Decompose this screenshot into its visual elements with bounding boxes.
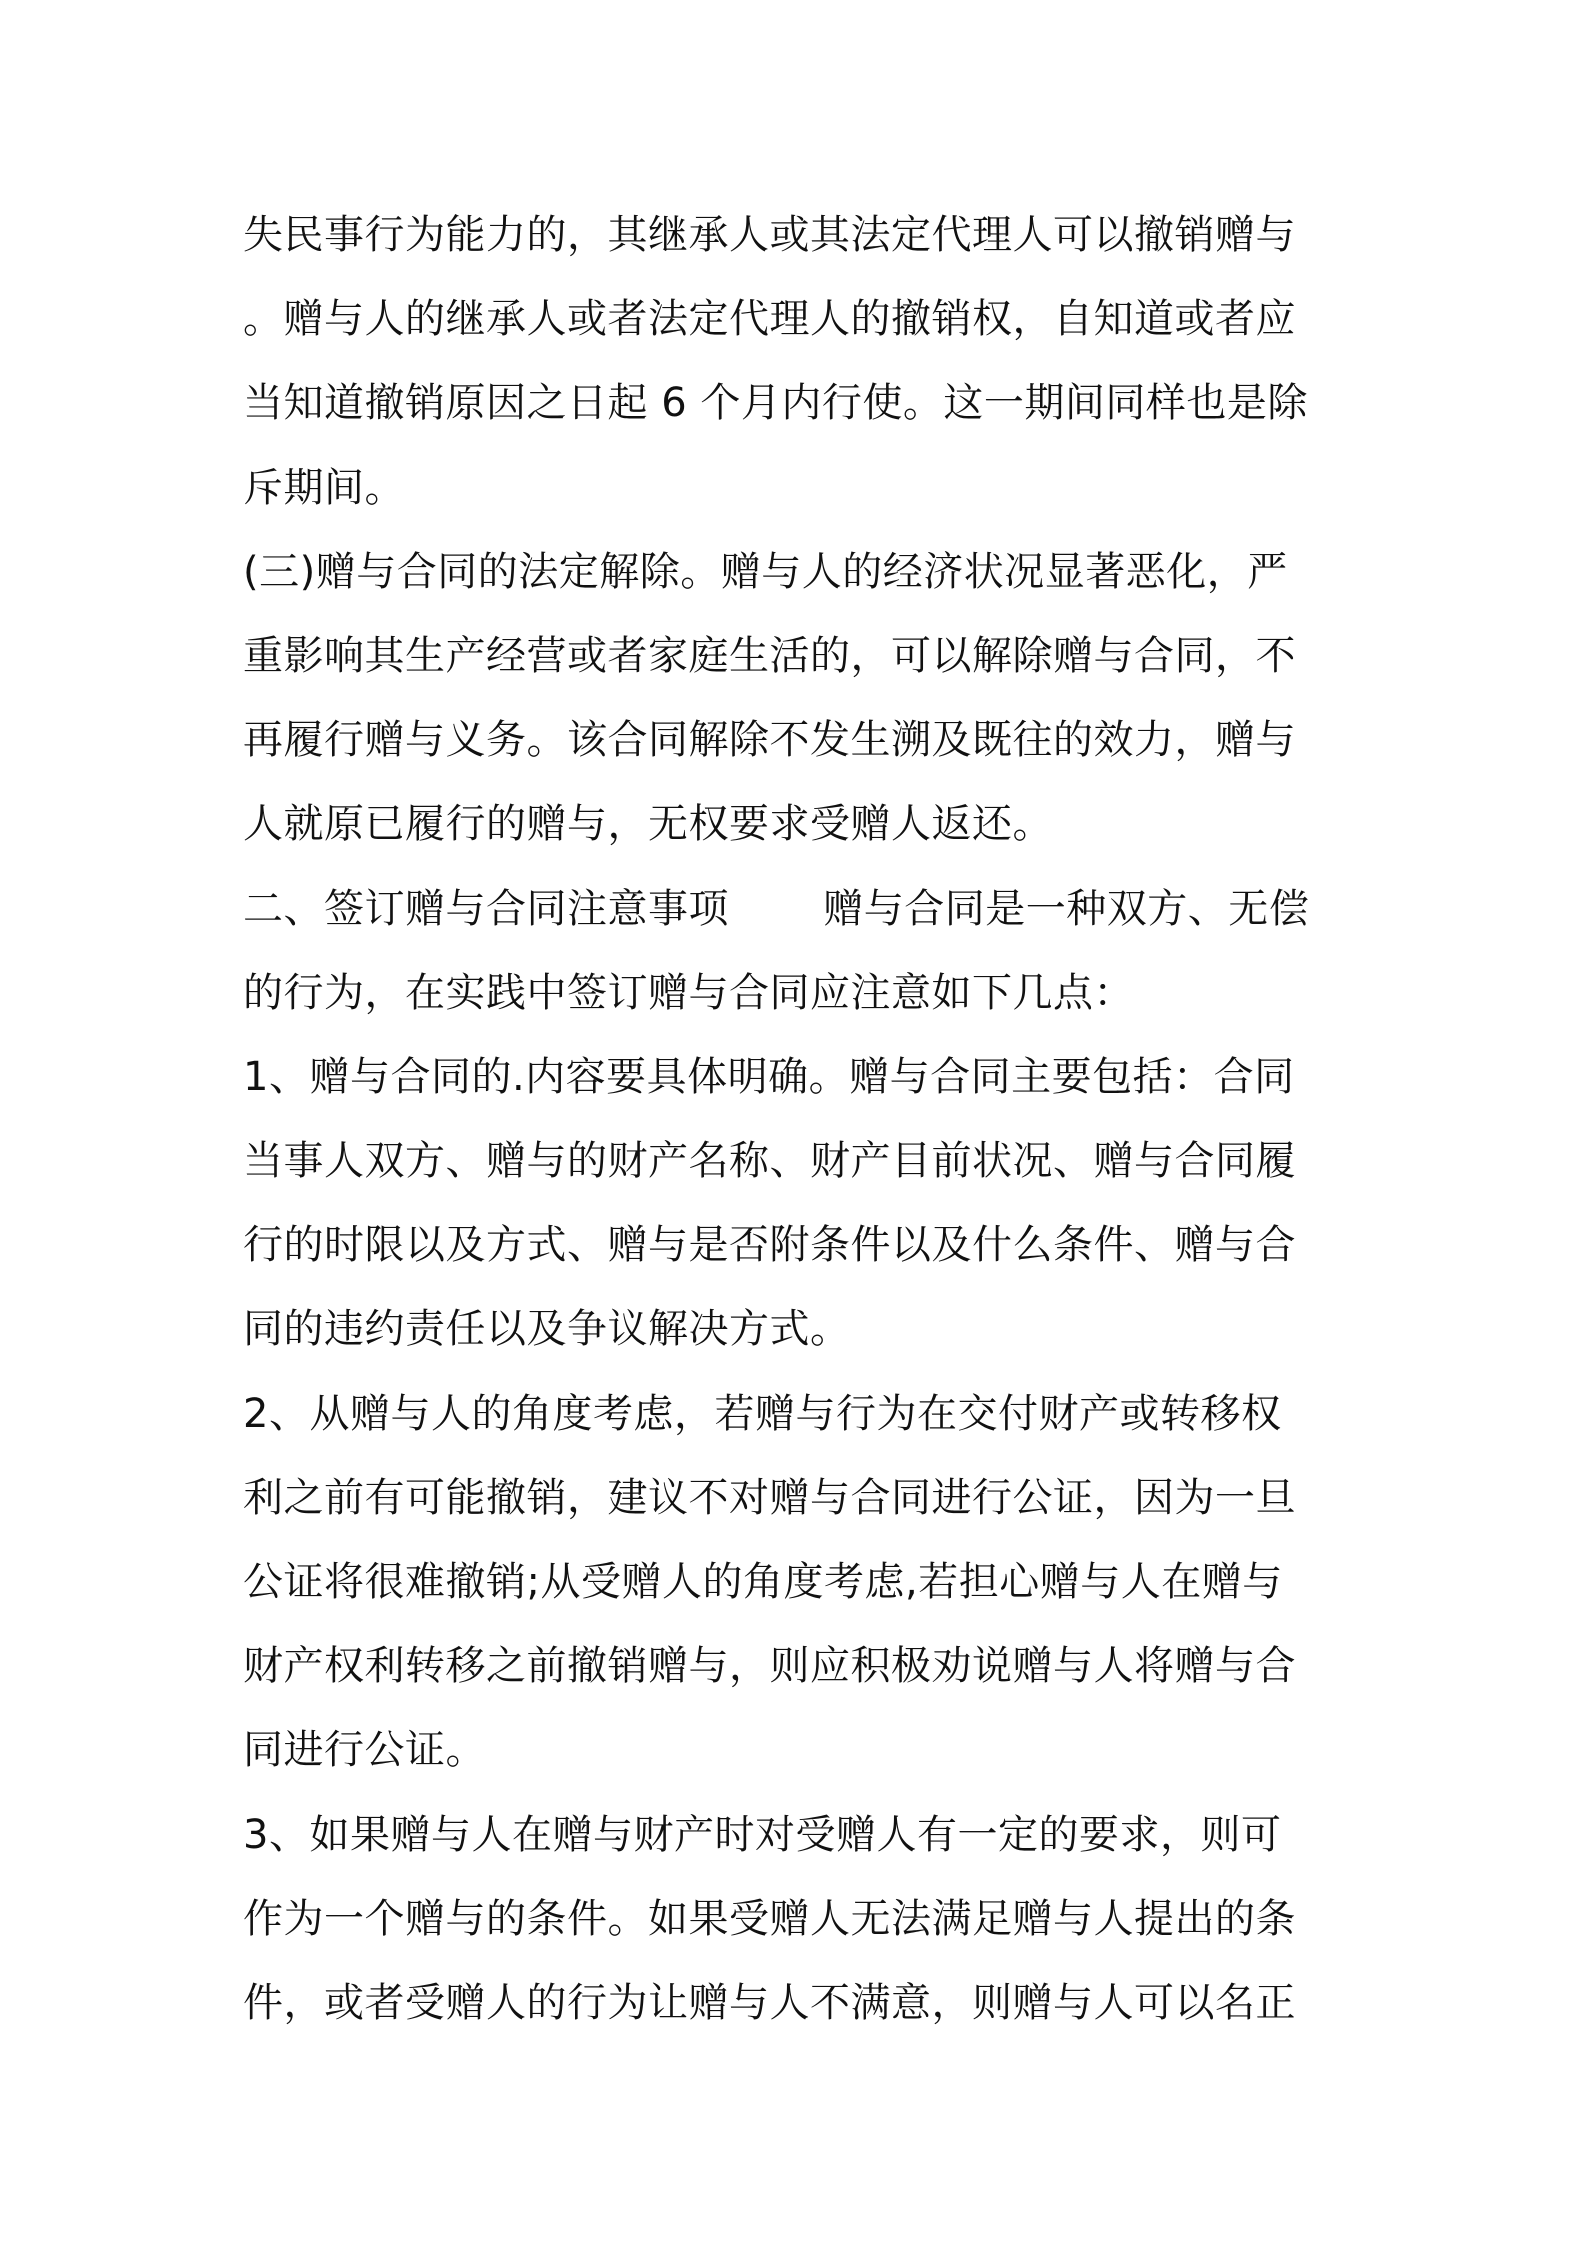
body-text <box>243 193 1363 2045</box>
list-item-line: 1、赠与合同的.内容要具体明确。赠与合同主要包括：合同 <box>243 1053 1295 1100</box>
text-line: 人就原已履行的赠与，无权要求受赠人返还。 <box>243 801 1053 848</box>
text-line: 的行为，在实践中签订赠与合同应注意如下几点： <box>243 969 1134 1016</box>
text-line: 同进行公证。 <box>243 1727 486 1774</box>
text-line: 。赠与人的继承人或者法定代理人的撤销权，自知道或者应 <box>243 296 1296 343</box>
list-item-line: 3、如果赠与人在赠与财产时对受赠人有一定的要求，则可 <box>243 1811 1282 1858</box>
section-heading-line: 二、签订赠与合同注意事项 赠与合同是一种双方、无偿 <box>243 885 1310 932</box>
text-line: 行的时限以及方式、赠与是否附条件以及什么条件、赠与合 <box>243 1222 1296 1269</box>
text-line: 利之前有可能撤销，建议不对赠与合同进行公证，因为一旦 <box>243 1474 1296 1521</box>
text-line: 再履行赠与义务。该合同解除不发生溯及既往的效力，赠与 <box>243 717 1296 764</box>
text-line: 当知道撤销原因之日起 6 个月内行使。这一期间同样也是除 <box>243 380 1308 427</box>
text-line: 当事人双方、赠与的财产名称、财产目前状况、赠与合同履 <box>243 1138 1296 1185</box>
text-line: 公证将很难撤销;从受赠人的角度考虑,若担心赠与人在赠与 <box>243 1559 1283 1605</box>
text-line: (三)赠与合同的法定解除。赠与人的经济状况显著恶化，严 <box>243 548 1288 595</box>
text-line: 财产权利转移之前撤销赠与，则应积极劝说赠与人将赠与合 <box>243 1643 1296 1690</box>
text-line: 同的违约责任以及争议解决方式。 <box>243 1306 851 1353</box>
list-item-line: 2、从赠与人的角度考虑，若赠与行为在交付财产或转移权 <box>243 1390 1282 1437</box>
text-line: 斥期间。 <box>243 464 405 511</box>
text-line: 失民事行为能力的，其继承人或其法定代理人可以撤销赠与 <box>243 212 1296 258</box>
text-line: 重影响其生产经营或者家庭生活的，可以解除赠与合同，不 <box>243 632 1296 679</box>
text-line: 作为一个赠与的条件。如果受赠人无法满足赠与人提出的条 <box>243 1895 1296 1942</box>
text-line: 件，或者受赠人的行为让赠与人不满意，则赠与人可以名正 <box>243 1979 1296 2026</box>
